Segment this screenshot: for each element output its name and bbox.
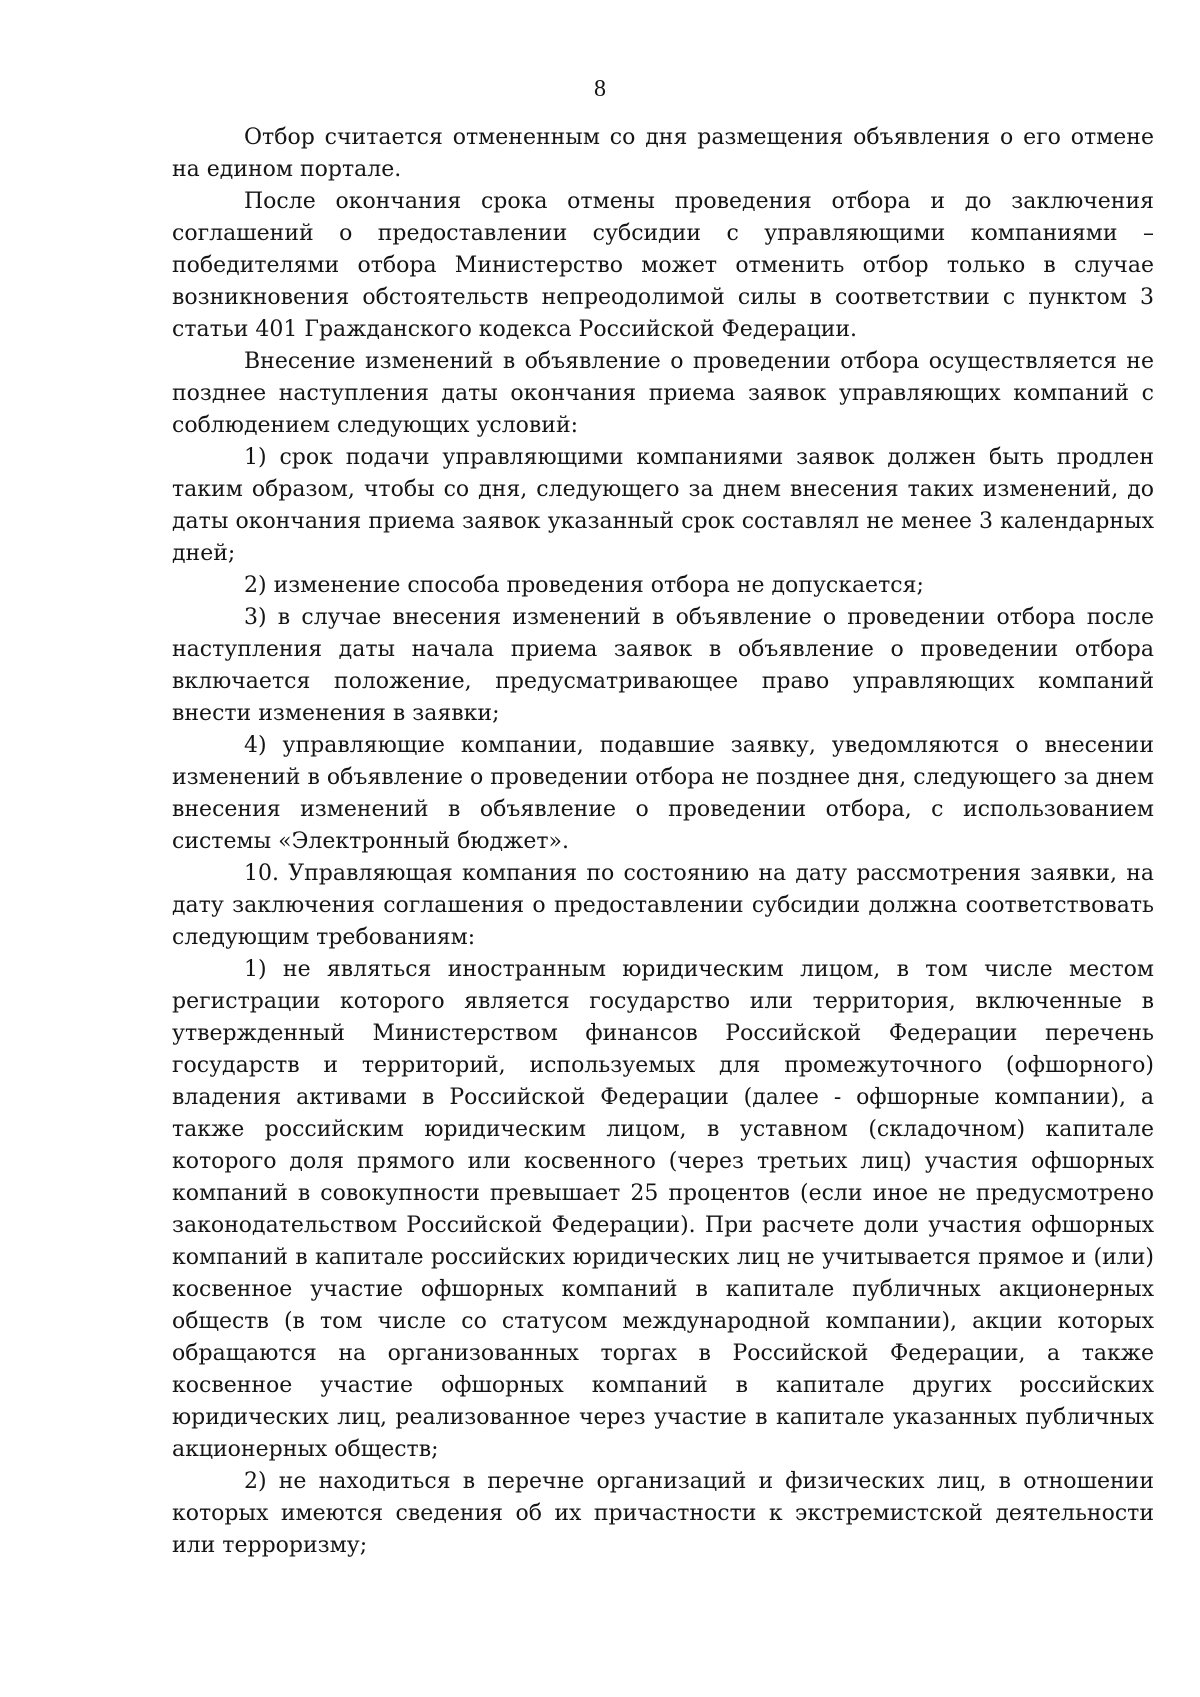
list-item-requirement-2: 2) не находиться в перечне организаций и физических лиц, в отношении которых имеются сведения об их причастности к экстремистской деятельности или терроризму; [172,1469,1154,1558]
page-number: 8 [594,76,606,102]
document-body [172,122,1154,1562]
section-10-requirements: 10. Управляющая компания по состоянию на дату рассмотрения заявки, на дату заключения соглашения о предоставлении субсидии должна соответствовать следующим требованиям: [172,861,1154,950]
paragraph-amendment-conditions: Внесение изменений в объявление о проведении отбора осуществляется не позднее наступления даты окончания приема заявок управляющих компаний с соблюдением следующих условий: [172,349,1154,438]
paragraph-selection-cancelled: Отбор считается отмененным со дня размещения объявления о его отмене на едином портале. [172,125,1154,182]
list-item-condition-1: 1) срок подачи управляющими компаниями заявок должен быть продлен таким образом, чтобы со дня, следующего за днем внесения таких изменений, до даты окончания приема заявок указанный срок составлял не менее 3 календарных дней; [172,445,1154,566]
list-item-condition-3: 3) в случае внесения изменений в объявление о проведении отбора после наступления даты начала приема заявок в объявление о проведении отбора включается положение, предусматривающее право управляющих компаний внести изменения в заявки; [172,605,1154,726]
list-item-condition-2: 2) изменение способа проведения отбора не допускается; [244,573,924,598]
list-item-requirement-1: 1) не являться иностранным юридическим лицом, в том числе местом регистрации которого является государство или территория, включенные в утвержденный Министерством финансов Российской Федерации перечень государств и территорий, используемых для промежуточного (офшорного) владения активами в Российской Федерации (далее - офшорные компании), а также российским юридическим лицом, в уставном (складочном) капитале которого доля прямого или косвенного (через третьих лиц) участия офшорных компаний в совокупности превышает 25 процентов (если иное не предусмотрено законодательством Российской Федерации). При расчете доли участия офшорных компаний в капитале российских юридических лиц не учитывается прямое и (или) косвенное участие офшорных компаний в капитале публичных акционерных обществ (в том числе со статусом международной компании), акции которых обращаются на организованных торгах в Российской Федерации, а также косвенное участие офшорных компаний в капитале других российских юридических лиц, реализованное через участие в капитале указанных публичных акционерных обществ; [172,957,1154,1462]
list-item-condition-4: 4) управляющие компании, подавшие заявку, уведомляются о внесении изменений в объявление о проведении отбора не позднее дня, следующего за днем внесения изменений в объявление о проведении отбора, с использованием системы «Электронный бюджет». [172,733,1154,854]
paragraph-cancellation-after-deadline: После окончания срока отмены проведения отбора и до заключения соглашений о предоставлении субсидии с управляющими компаниями – победителями отбора Министерство может отменить отбор только в случае возникновения обстоятельств непреодолимой силы в соответствии с пунктом 3 статьи 401 Гражданского кодекса Российской Федерации. [172,189,1154,342]
